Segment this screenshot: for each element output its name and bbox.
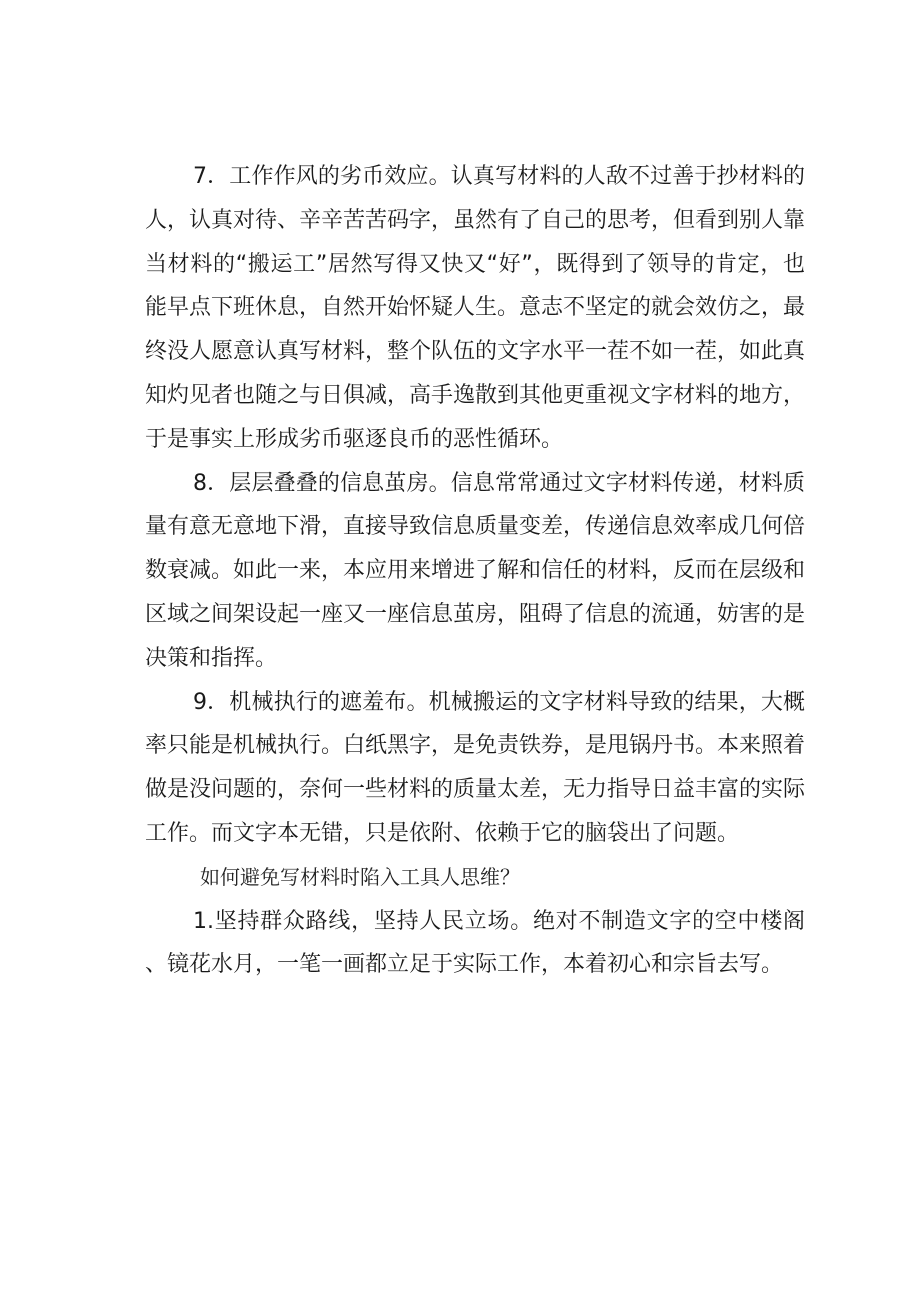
question-heading: 如何避免写材料时陷入工具人思维？ <box>200 864 520 889</box>
paragraph-section-7: 7．工作作风的劣币效应。认真写材料的人敌不过善于抄材料的人，认真对待、辛辛苦苦码字，虽然有了自己的思考，但看到别人靠当材料的“搬运工”居然写得又快又“好”，既得到了领导的肯定，也能早点下班休息，自然开始怀疑人生。意志不坚定的就会效仿之，最终没人愿意认真写材料，整个队伍的文字水平一茬不如一茬，如此真知灼见者也随之与日俱减，高手逸散到其他更重视文字材料的地方，于是事实上形成劣币驱逐良币的恶性循环。 <box>145 164 806 452</box>
paragraph-solution-1: 1.坚持群众路线，坚持人民立场。绝对不制造文字的空中楼阁、镜花水月，一笔一画都立足于实际工作，本着初心和宗旨去写。 <box>145 908 805 978</box>
paragraph-section-9: 9．机械执行的遮羞布。机械搬运的文字材料导致的结果，大概率只能是机械执行。白纸黑字，是免责铁券，是甩锅丹书。本来照着做是没问题的，奈何一些材料的质量太差，无力指导日益丰富的实际工作。而文字本无错，只是依附、依赖于它的脑袋出了问题。 <box>145 689 806 846</box>
document-body <box>145 155 805 987</box>
paragraph-section-8: 8．层层叠叠的信息茧房。信息常常通过文字材料传递，材料质量有意无意地下滑，直接导致信息质量变差，传递信息效率成几何倍数衰减。如此一来，本应用来增进了解和信任的材料，反而在层级和区域之间架设起一座又一座信息茧房，阻碍了信息的流通，妨害的是决策和指挥。 <box>145 470 806 671</box>
